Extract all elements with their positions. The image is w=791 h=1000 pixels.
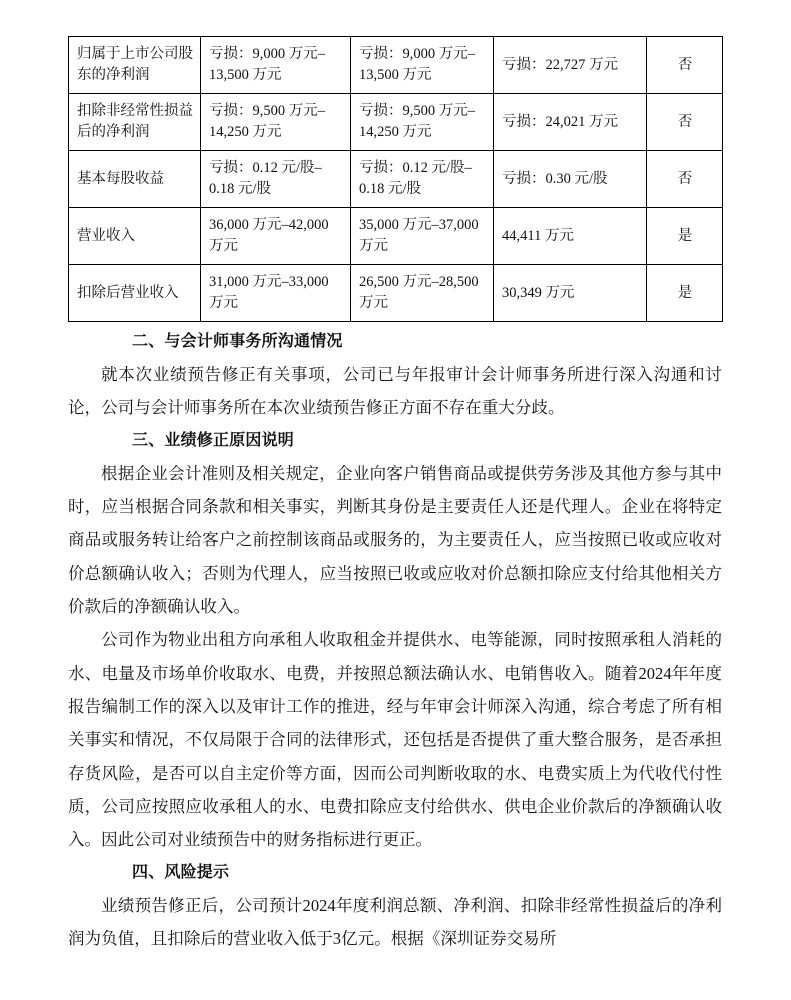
row-original-value: 亏损：9,500 万元–14,250 万元 <box>351 94 494 151</box>
section-heading-3: 三、业绩修正原因说明 <box>132 431 295 449</box>
table-row <box>69 37 723 94</box>
section-heading-4: 四、风险提示 <box>132 863 230 881</box>
row-revised-value: 亏损：9,000 万元–13,500 万元 <box>201 37 351 94</box>
row-revised-value: 31,000 万元–33,000 万元 <box>201 265 351 322</box>
row-original-value: 26,500 万元–28,500 万元 <box>351 265 494 322</box>
row-prior-value: 30,349 万元 <box>494 265 647 322</box>
row-audited-flag: 否 <box>647 151 723 208</box>
table-row <box>69 151 723 208</box>
row-audited-flag: 是 <box>647 265 723 322</box>
row-audited-flag: 否 <box>647 37 723 94</box>
financial-forecast-table <box>68 36 723 322</box>
row-revised-value: 36,000 万元–42,000 万元 <box>201 208 351 265</box>
row-original-value: 35,000 万元–37,000 万元 <box>351 208 494 265</box>
row-prior-value: 44,411 万元 <box>494 208 647 265</box>
table-row <box>69 265 723 322</box>
row-original-value: 亏损：9,000 万元–13,500 万元 <box>351 37 494 94</box>
section-2-paragraph-1: 就本次业绩预告修正有关事项，公司已与年报审计会计师事务所进行深入沟通和讨论，公司与会计师事务所在本次业绩预告修正方面不存在重大分歧。 <box>68 365 722 418</box>
row-prior-value: 亏损：22,727 万元 <box>494 37 647 94</box>
table-body <box>69 37 723 322</box>
row-item-label: 扣除非经常性损益后的净利润 <box>69 94 201 151</box>
document-body <box>68 326 722 955</box>
financial-table-container <box>68 36 722 322</box>
section-heading-2: 二、与会计师事务所沟通情况 <box>132 333 343 350</box>
row-revised-value: 亏损：9,500 万元–14,250 万元 <box>201 94 351 151</box>
row-audited-flag: 是 <box>647 208 723 265</box>
section-4-paragraph-1: 业绩预告修正后，公司预计2024年度利润总额、净利润、扣除非经常性损益后的净利润为负值，且扣除后的营业收入低于3亿元。根据《深圳证券交易所 <box>68 895 722 948</box>
section-3-paragraph-1: 根据企业会计准则及相关规定，企业向客户销售商品或提供劳务涉及其他方参与其中时，应当根据合同条款和相关事实，判断其身份是主要责任人还是代理人。企业在将特定商品或服务转让给客户之前控制该商品或服务的，为主要责任人，应当按照已收或应收对价总额确认收入；否则为代理人，应当按照已收或应收对价总额扣除应支付给其他相关方价款后的净额确认收入。 <box>68 463 722 616</box>
table-row <box>69 94 723 151</box>
table-row <box>69 208 723 265</box>
section-3-paragraph-2: 公司作为物业出租方向承租人收取租金并提供水、电等能源，同时按照承租人消耗的水、电量及市场单价收取水、电费，并按照总额法确认水、电销售收入。随着2024年年度报告编制工作的深入以及审计工作的推进，经与年审会计师深入沟通，综合考虑了所有相关事实和情况，不仅局限于合同的法律形式，还包括是否提供了重大整合服务，是否承担存货风险，是否可以自主定价等方面，因而公司判断收取的水、电费实质上为代收代付性质，公司应按照应收承租人的水、电费扣除应支付给供水、供电企业价款后的净额确认收入。因此公司对业绩预告中的财务指标进行更正。 <box>68 630 722 850</box>
row-original-value: 亏损：0.12 元/股–0.18 元/股 <box>351 151 494 208</box>
row-prior-value: 亏损：0.30 元/股 <box>494 151 647 208</box>
row-revised-value: 亏损：0.12 元/股–0.18 元/股 <box>201 151 351 208</box>
row-audited-flag: 否 <box>647 94 723 151</box>
row-item-label: 扣除后营业收入 <box>69 265 201 322</box>
row-item-label: 归属于上市公司股东的净利润 <box>69 37 201 94</box>
row-prior-value: 亏损：24,021 万元 <box>494 94 647 151</box>
row-item-label: 基本每股收益 <box>69 151 201 208</box>
row-item-label: 营业收入 <box>69 208 201 265</box>
